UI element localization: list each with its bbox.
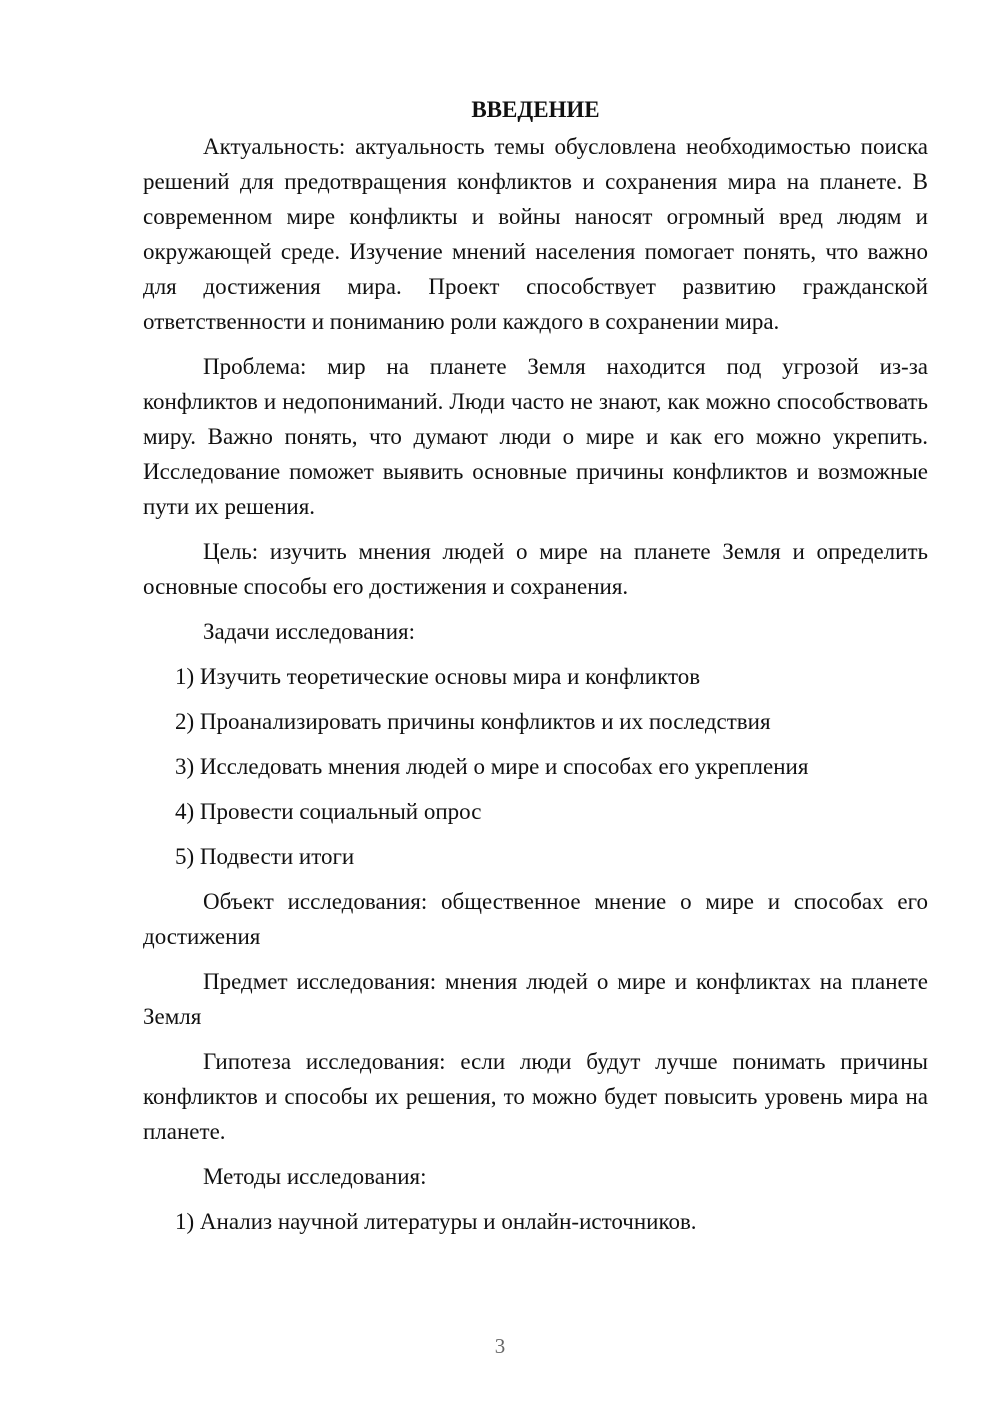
list-item: 2) Проанализировать причины конфликтов и их последствия bbox=[175, 709, 771, 734]
list-item: 1) Изучить теоретические основы мира и конфликтов bbox=[175, 664, 701, 689]
paragraph-goal: Цель: изучить мнения людей о мире на планете Земля и определить основные способы его достижения и сохранения. bbox=[143, 539, 928, 599]
page-number: 3 bbox=[494, 1334, 506, 1358]
paragraph-subject: Предмет исследования: мнения людей о мире и конфликтах на планете Земля bbox=[143, 969, 928, 1029]
list-item: 4) Провести социальный опрос bbox=[175, 799, 482, 824]
paragraph-object: Объект исследования: общественное мнение о мире и способах его достижения bbox=[143, 889, 928, 949]
list-item: 1) Анализ научной литературы и онлайн-источников. bbox=[175, 1209, 697, 1234]
section-heading: ВВЕДЕНИЕ bbox=[471, 97, 600, 122]
list-item: 3) Исследовать мнения людей о мире и способах его укрепления bbox=[175, 754, 809, 779]
paragraph-hypothesis: Гипотеза исследования: если люди будут лучше понимать причины конфликтов и способы их решения, то можно будет повысить уровень мира на планете. bbox=[143, 1049, 928, 1144]
tasks-list bbox=[143, 659, 928, 874]
paragraph-problem: Проблема: мир на планете Земля находится под угрозой из-за конфликтов и недопониманий. Люди часто не знают, как можно способствовать миру. Важно понять, что думают люди о мире и как его можно укрепить. Исследование поможет выявить основные причины конфликтов и возможные пути их решения. bbox=[143, 354, 928, 519]
document-page bbox=[143, 92, 928, 1249]
methods-title: Методы исследования: bbox=[203, 1164, 427, 1189]
paragraph-relevance: Актуальность: актуальность темы обусловлена необходимостью поиска решений для предотвращения конфликтов и сохранения мира на планете. В современном мире конфликты и войны наносят огромный вред людям и окружающей среде. Изучение мнений населения помогает понять, что важно для достижения мира. Проект способствует развитию гражданской ответственности и пониманию роли каждого в сохранении мира. bbox=[143, 134, 928, 334]
list-item: 5) Подвести итоги bbox=[175, 844, 355, 869]
tasks-title: Задачи исследования: bbox=[203, 619, 416, 644]
methods-list bbox=[143, 1204, 928, 1239]
